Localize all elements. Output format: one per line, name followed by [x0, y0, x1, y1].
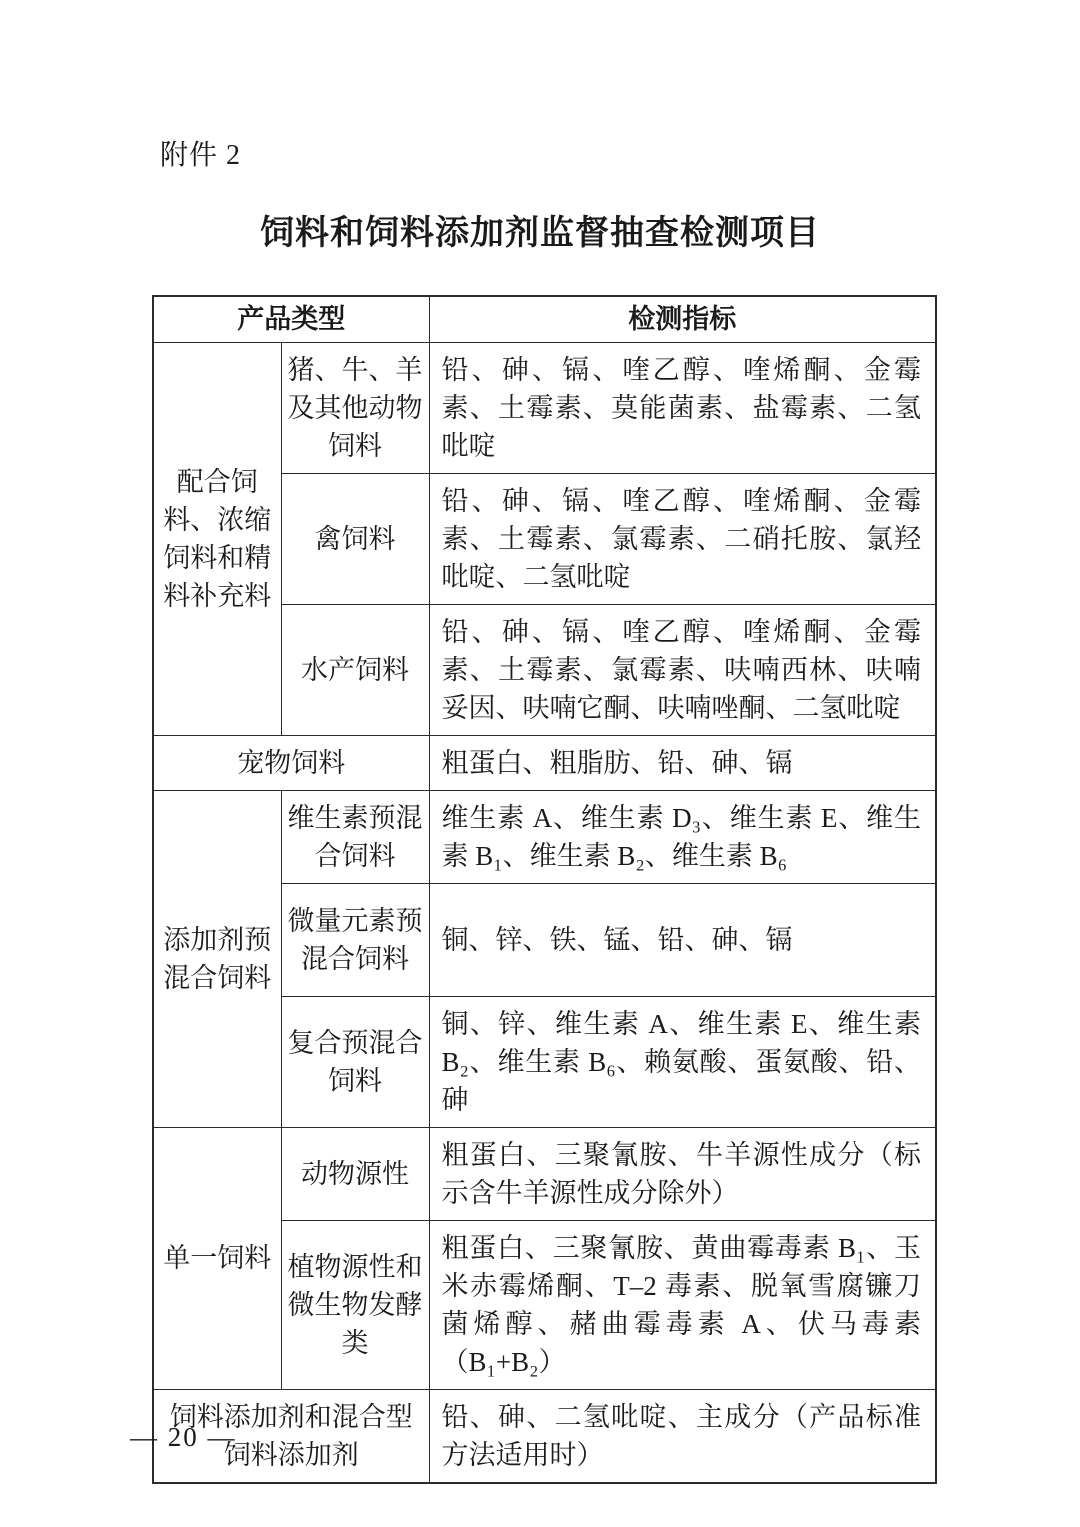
indicators-cell: 铅、砷、二氢吡啶、主成分（产品标准方法适用时） [429, 1389, 936, 1483]
page-number: — 20 — [130, 1422, 237, 1452]
subtype-cell-trace-element-premix: 微量元素预混合饲料 [281, 883, 429, 996]
indicators-cell: 维生素 A、维生素 D₃、维生素 E、维生素 B₁、维生素 B₂、维生素 B₆ [429, 790, 936, 883]
table-row [153, 735, 936, 790]
subtype-cell-compound-premix: 复合预混合饲料 [281, 996, 429, 1127]
group-cell-single-feed: 单一饲料 [153, 1127, 281, 1389]
group-cell-compound-feed: 配合饲料、浓缩饲料和精料补充料 [153, 342, 281, 735]
table-row [153, 1389, 936, 1483]
inspection-items-table [152, 295, 937, 1484]
group-cell-additive-premix: 添加剂预混合饲料 [153, 790, 281, 1127]
table-header-row [153, 296, 936, 342]
subtype-cell-animal-origin: 动物源性 [281, 1127, 429, 1220]
subtype-cell-pig-cattle-sheep: 猪、牛、羊及其他动物饲料 [281, 342, 429, 473]
indicators-cell: 铜、锌、维生素 A、维生素 E、维生素 B₂、维生素 B₆、赖氨酸、蛋氨酸、铅、砷 [429, 996, 936, 1127]
table-row [153, 1127, 936, 1220]
indicators-cell: 铅、砷、镉、喹乙醇、喹烯酮、金霉素、土霉素、氯霉素、呋喃西林、呋喃妥因、呋喃它酮、呋喃唑酮、二氢吡啶 [429, 604, 936, 735]
indicators-cell: 铜、锌、铁、锰、铅、砷、镉 [429, 883, 936, 996]
category-cell-pet-feed: 宠物饲料 [153, 735, 429, 790]
document-title: 饲料和饲料添加剂监督抽查检测项目 [260, 215, 820, 252]
attachment-label: 附件 2 [160, 140, 242, 171]
subtype-cell-aquatic-feed: 水产饲料 [281, 604, 429, 735]
table-row [153, 342, 936, 473]
indicators-cell: 铅、砷、镉、喹乙醇、喹烯酮、金霉素、土霉素、氯霉素、二硝托胺、氯羟吡啶、二氢吡啶 [429, 473, 936, 604]
indicators-cell: 粗蛋白、粗脂肪、铅、砷、镉 [429, 735, 936, 790]
subtype-cell-vitamin-premix: 维生素预混合饲料 [281, 790, 429, 883]
subtype-cell-poultry-feed: 禽饲料 [281, 473, 429, 604]
indicators-cell: 铅、砷、镉、喹乙醇、喹烯酮、金霉素、土霉素、莫能菌素、盐霉素、二氢吡啶 [429, 342, 936, 473]
indicators-cell: 粗蛋白、三聚氰胺、黄曲霉毒素 B₁、玉米赤霉烯酮、T–2 毒素、脱氧雪腐镰刀菌烯醇、赭曲霉毒素 A、伏马毒素（B₁+B₂） [429, 1220, 936, 1389]
category-cell-feed-additives: 饲料添加剂和混合型饲料添加剂 [153, 1389, 429, 1483]
header-indicators: 检测指标 [429, 296, 936, 342]
table-row [153, 790, 936, 883]
header-product-type: 产品类型 [153, 296, 429, 342]
indicators-cell: 粗蛋白、三聚氰胺、牛羊源性成分（标示含牛羊源性成分除外） [429, 1127, 936, 1220]
subtype-cell-plant-origin-microbial: 植物源性和微生物发酵类 [281, 1220, 429, 1389]
